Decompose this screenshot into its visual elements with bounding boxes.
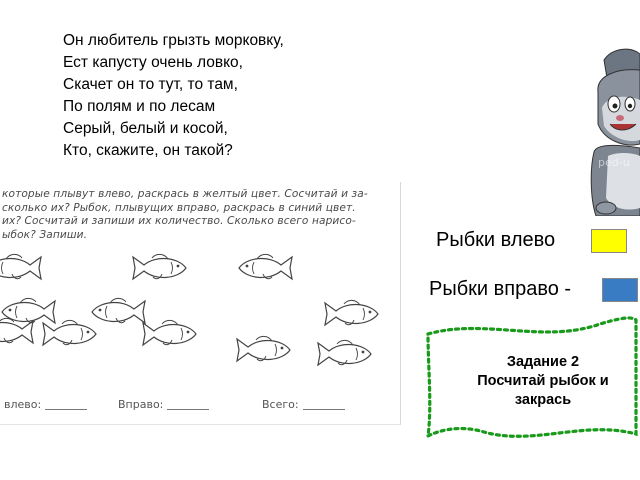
instruction-line: сколько их? Рыбок, плывущих вправо, раскрась в синий цвет. xyxy=(2,201,356,214)
instruction-line: ыбок? Запиши. xyxy=(2,228,88,241)
task-line: Посчитай рыбок и xyxy=(477,373,609,389)
fish-drawings xyxy=(0,182,400,424)
riddle-line: Кто, скажите, он такой? xyxy=(63,142,233,159)
fish-right xyxy=(237,336,290,361)
riddle-line: Скачет он то тут, то там, xyxy=(63,76,238,93)
answer-left xyxy=(4,398,87,411)
fish-left xyxy=(0,318,33,343)
answer-right-label: Вправо: xyxy=(118,398,164,411)
riddle-line: По полям и по лесам xyxy=(63,98,216,115)
instruction-line: которые плывут влево, раскрась в желтый цвет. Сосчитай и за- xyxy=(2,188,368,200)
riddle-line: Ест капусту очень ловко, xyxy=(63,54,243,71)
legend-left-label: Рыбки влево xyxy=(436,229,556,251)
riddle-line: Серый, белый и косой, xyxy=(63,120,228,137)
fish-right xyxy=(318,340,371,365)
fish-right xyxy=(133,254,186,279)
task-banner xyxy=(424,316,640,446)
riddle-line: Он любитель грызть морковку, xyxy=(63,32,284,49)
legend-right-label: Рыбки вправо - xyxy=(429,278,572,300)
fish-left xyxy=(92,298,145,323)
legend-right-swatch xyxy=(602,278,638,302)
task-line: закрась xyxy=(514,392,572,408)
rabbit-illustration xyxy=(586,48,640,216)
fish-right xyxy=(143,320,196,345)
fish-left xyxy=(0,254,41,279)
task-title: Задание 2 xyxy=(506,354,580,370)
riddle-poem xyxy=(63,30,284,162)
answer-left-label: влево: xyxy=(4,398,42,411)
answer-right xyxy=(118,398,209,411)
watermark: ped-u xyxy=(598,156,630,169)
fish-left xyxy=(239,254,292,279)
instruction-line: их? Сосчитай и запиши их количество. Сколько всего нарисо- xyxy=(2,215,356,227)
answer-total-label: Всего: xyxy=(262,398,299,411)
legend-left-swatch xyxy=(591,229,627,253)
task-text xyxy=(438,353,640,410)
fish-right xyxy=(325,300,378,325)
answer-total xyxy=(262,398,345,411)
worksheet-image xyxy=(0,182,401,425)
fish-right xyxy=(43,320,96,345)
